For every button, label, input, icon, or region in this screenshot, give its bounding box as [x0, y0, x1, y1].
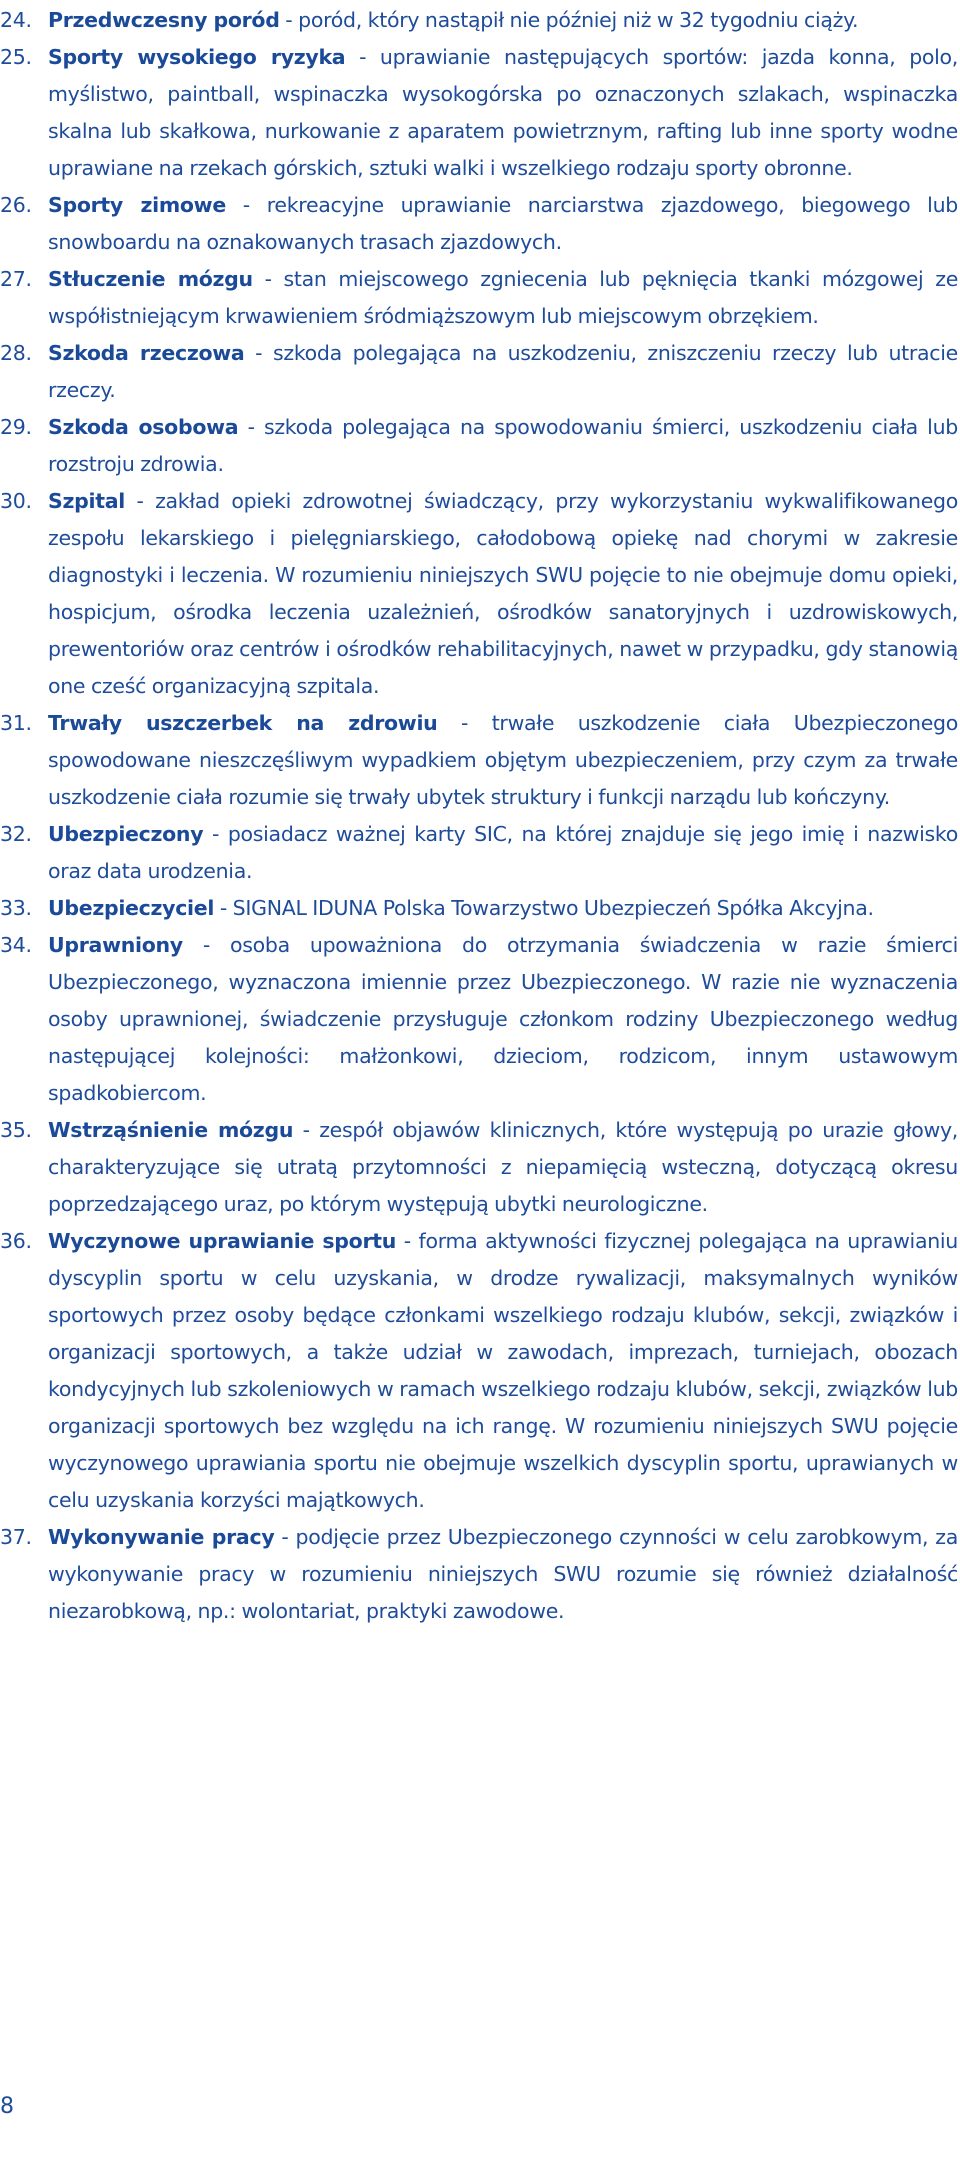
definition-item-36 — [0, 1223, 958, 1519]
definition-body — [48, 483, 958, 705]
definitions-list — [0, 2, 958, 1630]
definition-body — [48, 1519, 958, 1630]
definition-text: - szkoda polegająca na uszkodzeniu, zniszczeniu rzeczy lub utracie rzeczy. — [48, 341, 958, 402]
definition-item-30 — [0, 483, 958, 705]
definition-term: Ubezpieczony — [48, 822, 204, 846]
definition-text: - rekreacyjne uprawianie narciarstwa zjazdowego, biegowego lub snowboardu na oznakowanych trasach zjazdowych. — [48, 193, 958, 254]
definition-number: 37. — [0, 1525, 32, 1549]
definition-text: - osoba upoważniona do otrzymania świadczenia w razie śmierci Ubezpieczonego, wyznaczona imiennie przez Ubezpieczonego. W razie nie wyznaczenia osoby uprawnionej, świadczenie przysługuje członkom rodziny Ubezpieczonego według następującej kolejności: małżonkowi, dzieciom, rodzicom, innym ustawowym spadkobiercom. — [48, 933, 958, 1105]
definition-term: Ubezpieczyciel — [48, 896, 215, 920]
definition-item-25 — [0, 39, 958, 187]
definition-number: 33. — [0, 896, 32, 920]
definition-item-37 — [0, 1519, 958, 1630]
definition-number: 35. — [0, 1118, 32, 1142]
definition-number: 29. — [0, 415, 32, 439]
definition-text: - zakład opieki zdrowotnej świadczący, przy wykorzystaniu wykwalifikowanego zespołu lekarskiego i pielęgniarskiego, całodobową opiekę nad chorymi w zakresie diagnostyki i leczenia. W rozumieniu niniejszych SWU pojęcie to nie obejmuje domu opieki, hospicjum, ośrodka leczenia uzależnień, ośrodków sanatoryjnych i uzdrowiskowych, prewentoriów oraz centrów i ośrodków rehabilitacyjnych, nawet w przypadku, gdy stanowią one cześć organizacyjną szpitala. — [48, 489, 958, 698]
definition-item-24 — [0, 2, 958, 39]
definition-term: Przedwczesny poród — [48, 8, 280, 32]
definition-body — [48, 1112, 958, 1223]
definition-body — [48, 890, 958, 927]
definition-number: 34. — [0, 933, 32, 957]
definition-text: - uprawianie następujących sportów: jazda konna, polo, myślistwo, paintball, wspinaczka wysokogórska po oznaczonych szlakach, wspinaczka skalna lub skałkowa, nurkowanie z aparatem powietrznym, rafting lub inne sporty wodne uprawiane na rzekach górskich, sztuki walki i wszelkiego rodzaju sporty obronne. — [48, 45, 959, 180]
definition-term: Wyczynowe uprawianie sportu — [48, 1229, 397, 1253]
definition-item-29 — [0, 409, 958, 483]
definition-text: - stan miejscowego zgniecenia lub pęknięcia tkanki mózgowej ze współistniejącym krwawieniem śródmiąższowym lub miejscowym obrzękiem. — [48, 267, 959, 328]
definition-body — [48, 705, 958, 816]
definition-text: - trwałe uszkodzenie ciała Ubezpieczonego spowodowane nieszczęśliwym wypadkiem objętym ubezpieczeniem, przy czym za trwałe uszkodzenie ciała rozumie się trwały ubytek struktury i funkcji narządu lub kończyny. — [48, 711, 958, 809]
definition-term: Sporty zimowe — [48, 193, 226, 217]
definition-text: - zespół objawów klinicznych, które występują po urazie głowy, charakteryzujące się utratą przytomności z niepamięcią wsteczną, dotyczącą okresu poprzedzającego uraz, po którym występują ubytki neurologiczne. — [48, 1118, 958, 1216]
definition-item-35 — [0, 1112, 958, 1223]
definition-item-26 — [0, 187, 958, 261]
definition-item-33 — [0, 890, 958, 927]
definition-term: Trwały uszczerbek na zdrowiu — [48, 711, 438, 735]
definition-text: - poród, który nastąpił nie później niż w 32 tygodniu ciąży. — [279, 8, 859, 32]
definition-number: 28. — [0, 341, 32, 365]
definition-item-32 — [0, 816, 958, 890]
definition-text: - szkoda polegająca na spowodowaniu śmierci, uszkodzeniu ciała lub rozstroju zdrowia. — [48, 415, 958, 476]
definition-number: 36. — [0, 1229, 32, 1253]
definition-body — [48, 1223, 958, 1519]
definition-term: Szkoda osobowa — [48, 415, 239, 439]
definition-number: 24. — [0, 8, 32, 32]
definition-body — [48, 2, 958, 39]
definition-term: Stłuczenie mózgu — [48, 267, 253, 291]
definition-number: 25. — [0, 45, 32, 69]
definition-body — [48, 409, 958, 483]
definition-body — [48, 39, 958, 187]
definition-text: - posiadacz ważnej karty SIC, na której znajduje się jego imię i nazwisko oraz data urodzenia. — [48, 822, 958, 883]
definition-number: 30. — [0, 489, 32, 513]
definition-number: 31. — [0, 711, 32, 735]
definition-text: - forma aktywności fizycznej polegająca na uprawianiu dyscyplin sportu w celu uzyskania, w drodze rywalizacji, maksymalnych wyników sportowych przez osoby będące członkami wszelkiego rodzaju klubów, sekcji, związków i organizacji sportowych, a także udział w zawodach, imprezach, turniejach, obozach kondycyjnych lub szkoleniowych w ramach wszelkiego rodzaju klubów, sekcji, związków lub organizacji sportowych bez względu na ich rangę. W rozumieniu niniejszych SWU pojęcie wyczynowego uprawiania sportu nie obejmuje wszelkich dyscyplin sportu, uprawianych w celu uzyskania korzyści majątkowych. — [48, 1229, 958, 1512]
definition-body — [48, 261, 958, 335]
definition-item-27 — [0, 261, 958, 335]
definition-text: - SIGNAL IDUNA Polska Towarzystwo Ubezpieczeń Spółka Akcyjna. — [214, 896, 874, 920]
definition-term: Szkoda rzeczowa — [48, 341, 245, 365]
definition-item-31 — [0, 705, 958, 816]
definition-body — [48, 187, 958, 261]
definition-term: Wykonywanie pracy — [48, 1525, 275, 1549]
definition-term: Sporty wysokiego ryzyka — [48, 45, 346, 69]
definition-term: Uprawniony — [48, 933, 183, 957]
definition-body — [48, 335, 958, 409]
definition-number: 32. — [0, 822, 32, 846]
definition-text: - podjęcie przez Ubezpieczonego czynności w celu zarobkowym, za wykonywanie pracy w rozumieniu niniejszych SWU rozumie się również działalność niezarobkową, np.: wolontariat, praktyki zawodowe. — [48, 1525, 958, 1623]
definition-item-34 — [0, 927, 958, 1112]
definition-body — [48, 816, 958, 890]
definition-number: 26. — [0, 193, 32, 217]
page-number: 8 — [0, 2094, 14, 2119]
definition-body — [48, 927, 958, 1112]
definition-term: Szpital — [48, 489, 125, 513]
definition-term: Wstrząśnienie mózgu — [48, 1118, 294, 1142]
definition-number: 27. — [0, 267, 32, 291]
definition-item-28 — [0, 335, 958, 409]
